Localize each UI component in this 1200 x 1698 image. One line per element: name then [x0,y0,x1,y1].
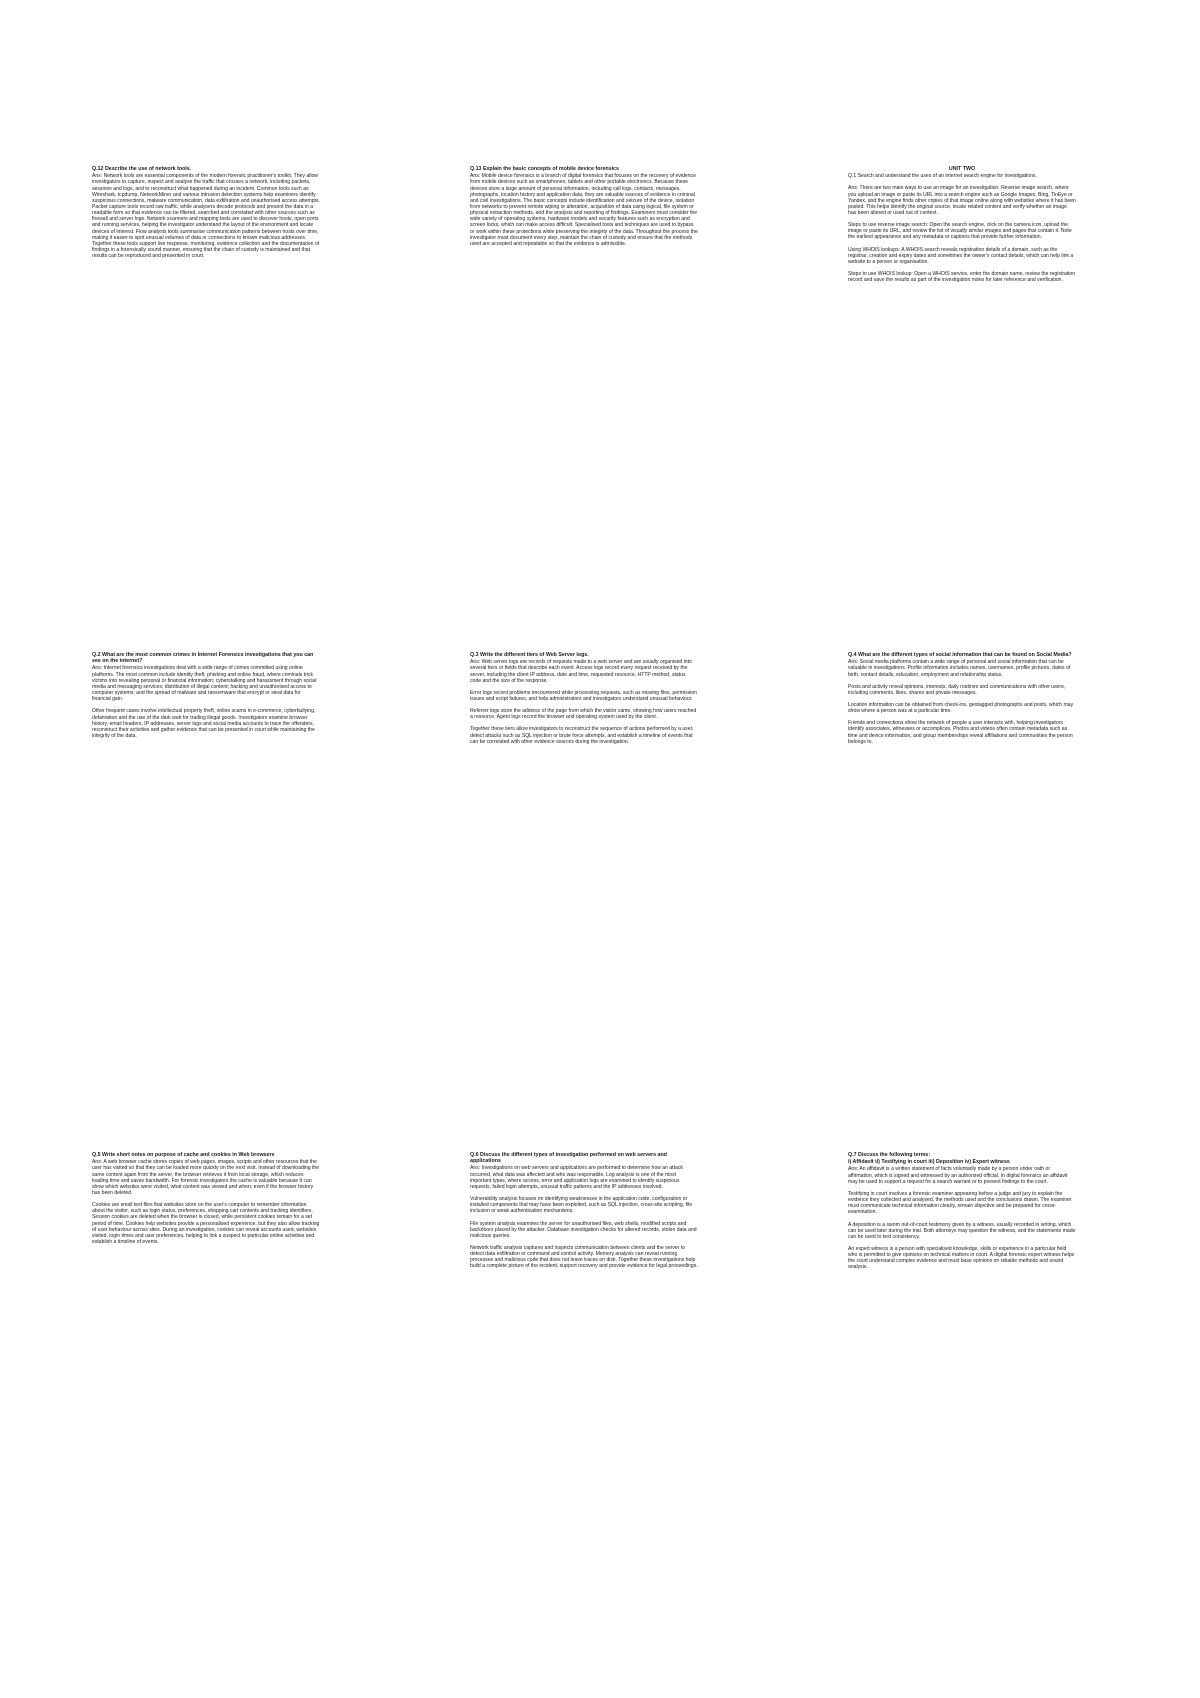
answer-block-q2 [92,652,320,982]
question-heading: Q.12 Describe the use of network tools. [92,166,192,172]
answer-paragraph: Posts and activity reveal opinions, interests, daily routines and communications with other users, including comments, likes, shares and private messages. [848,683,1066,696]
answer-block-q5 [92,1152,320,1592]
answer-paragraph: A deposition is a sworn out-of-court testimony given by a witness, usually recorded in writing, which can be used later during the trial. Both attorneys may question the witness, and the statements made can be used to test consistency. [848,1221,1076,1240]
answer-paragraph: Ans: An affidavit is a written statement of facts voluntarily made by a person under oath or affirmation, which is signed and witnessed by an authorised official. In digital forensics an affidavit may be used to support a request for a search warrant or to present findings to the court. [848,1166,1068,1185]
question-heading: Q.2 What are the most common crimes in Internet Forensics investigations that you can see on the internet? [92,652,314,665]
answer-paragraph: Using WHOIS lookups: A WHOIS search reveals registration details of a domain, such as the registrar, creation and expiry dates and sometimes the owner's contact details, which can help link a website to a person or organisation. [848,246,1074,265]
answer-paragraph: Referrer logs store the address of the page from which the visitor came, showing how users reached a resource. Agent logs record the browser and operating system used by the client. [470,708,697,721]
answer-paragraph: Ans: Web server logs are records of requests made to a web server and are usually organised into several tiers or fields that describe each event. Access logs record every request received by the server, including the client IP address, date and time, requested resource, HTTP method, status code and the size of the response. [470,659,692,684]
answer-paragraph: Steps to use WHOIS lookup: Open a WHOIS service, enter the domain name, review the registration record and save the results as part of the investigation notes for later reference and verification. [848,271,1076,284]
question-subheading: i) Affidavit ii) Testifying in court iii) Deposition iv) Expert witness [848,1159,1010,1166]
question-heading: Q.6 Discuss the different types of investigation performed on web servers and applications [470,1152,667,1165]
answer-paragraph: Testifying in court involves a forensic examiner appearing before a judge and jury to explain the evidence they collected and analysed, the methods used and the conclusions drawn. The examiner must communicate technical information clearly, remain objective and be prepared for cross-examination. [848,1190,1072,1216]
answer-block-q13 [470,166,698,566]
question-heading: Q.5 Write short notes on purpose of cache and cookies in Web browsers [92,1152,275,1158]
answer-paragraph: Error logs record problems encountered while processing requests, such as missing files, permission issues and script failures, and help administrators and investigators understand unusual behaviour. [470,689,698,702]
question-heading: Q.7 Discuss the following terms: [848,1152,931,1158]
answer-paragraph: Steps to use reverse image search: Open the search engine, click on the camera icon, upload the image or paste its URL, and review the list of visually similar images and pages that contain it. Note the earliest appearance and any metadata or captions that provide further information. [848,222,1072,241]
answer-paragraph: Vulnerability analysis focuses on identifying weaknesses in the application code, configuration or installed components that may have been exploited, such as SQL injection, cross-site scripting, file inclusion or weak authentication mechanisms. [470,1196,693,1215]
answer-paragraph: Ans: Mobile device forensics is a branch of digital forensics that focuses on the recovery of evidence from mobile devices such as smartphones, tablets and other portable electronics. Because these devices store a large amount of personal information, including call logs, contacts, messages, photographs, location history and application data, they are valuable sources of evidence in criminal and civil investigations. The basic concepts include identification and seizure of the device, isolation from networks to prevent remote wiping or alteration, acquisition of data using logical, file system or physical extraction methods, and the analysis and reporting of findings. Examiners must consider the wide variety of operating systems, hardware models and security features such as encryption and screen locks, which can make access difficult. Specialised tools and techniques are used to bypass or work within these protections while preserving the integrity of the data. Throughout the process the investigator must document every step, maintain the chain of custody and ensure that the methods used are accepted and repeatable so that the evidence is admissible. [470,173,698,247]
answer-paragraph: An expert witness is a person with specialised knowledge, skills or experience in a particular field who is permitted to give opinions on technical matters in court. A digital forensic expert witness helps the court understand complex evidence and must base opinions on reliable methods and sound analysis. [848,1245,1075,1271]
answer-paragraph: Cookies are small text files that websites store on the user's computer to remember information about the visitor, such as login status, preferences, shopping cart contents and tracking identifiers. Session cookies are deleted when the browser is closed, while persistent cookies remain for a set period of time. Cookies help websites provide a personalised experience, but they also allow tracking of user behaviour across sites. During an investigation, cookies can reveal accounts used, websites visited, login times and user preferences, helping to link a suspect to particular online activities and establish a timeline of events. [92,1202,320,1246]
question-heading: Q.4 What are the different types of social information that can be found on Social Media? [848,652,1072,658]
answer-block-q6 [470,1152,698,1592]
answer-block-q7 [848,1152,1076,1592]
answer-paragraph: Ans: Internet forensics investigations deal with a wide range of crimes committed using online platforms. The most common include identity theft, phishing and online fraud, where criminals trick victims into revealing personal or financial information; cyberstalking and harassment through social media and messaging services; distribution of illegal content; hacking and unauthorised access to computer systems; and the spread of malware and ransomware that encrypt or steal data for financial gain. [92,665,317,703]
answer-paragraph: Ans: Social media platforms contain a wide range of personal and social information that can be valuable in investigations. Profile information includes names, usernames, profile pictures, dates of birth, contact details, education, employment and relationship status. [848,659,1071,678]
answer-paragraph: Network traffic analysis captures and inspects communication between clients and the server to detect data exfiltration or command and control activity. Memory analysis can reveal running processes and malicious code that does not leave traces on disk. Together these investigations help build a complete picture of the incident, support recovery and provide evidence for legal proceedings. [470,1244,698,1270]
answer-paragraph: Location information can be obtained from check-ins, geotagged photographs and posts, which may show where a person was at a particular time. [848,701,1074,715]
answer-paragraph: Ans: There are two main ways to use an image for an investigation. Reverse image search, where you upload an image or paste its URL into a search engine such as Google Images, Bing, TinEye or Yandex, and the engine finds other copies of that image online along with websites where it has been posted. This helps identify the original source, locate related content and verify whether an image has been altered or used out of context. [848,185,1076,216]
answer-block-q3 [470,652,698,982]
answer-paragraph: Q.1 Search and understand the uses of an internet search engine for investigations. [848,173,1037,180]
answer-paragraph: Ans: A web browser cache stores copies of web pages, images, scripts and other resources that the user has visited so that they can be loaded more quickly on the next visit. Instead of downloading the same content again from the server, the browser retrieves it from local storage, which reduces loading time and saves bandwidth. For forensic investigators the cache is valuable because it can show which websites were visited, what content was viewed and when, even if the browser history has been deleted. [92,1159,320,1196]
question-heading: Q.13 Explain the basic concepts of mobile device forensics [470,166,619,172]
answer-paragraph: Friends and connections show the network of people a user interacts with, helping investigators identify associates, witnesses or accomplices. Photos and videos often contain metadata such as time and device information, and group memberships reveal affiliations and communities the person belongs to. [848,720,1073,745]
answer-paragraph: Ans: Network tools are essential components of the modern forensic practitioner's toolkit. They allow investigators to capture, inspect and analyse the traffic that crosses a network, including packets, sessions and logs, and to reconstruct what happened during an incident. Common tools such as Wireshark, tcpdump, NetworkMiner and various intrusion detection systems help examiners identify suspicious connections, malware communication, data exfiltration and unauthorised access attempts. Packet capture tools record raw traffic, while analysers decode protocols and present the data in a readable form so that evidence can be filtered, searched and correlated with other sources such as firewall and server logs. Network scanners and mapping tools are used to discover hosts, open ports and running services, helping the investigator understand the layout of the environment and locate devices of interest. Flow analysis tools summarise communication patterns between hosts over time, making it easier to spot unusual volumes of data or connections to known malicious addresses. Together these tools support live response, monitoring, evidence collection and the documentation of findings in a forensically sound manner, ensuring that the chain of custody is maintained and that results can be reproduced and presented in court. [92,173,320,260]
question-heading: Q.3 Write the different tiers of Web Server logs. [470,652,589,658]
answer-block-q12 [92,166,320,566]
answer-paragraph: Ans: Investigations on web servers and applications are performed to determine how an attack occurred, what data was affected and who was responsible. Log analysis is one of the most important types, where access, error and application logs are examined to identify suspicious requests, failed login attempts, unusual traffic patterns and the IP addresses involved. [470,1165,683,1190]
answer-paragraph: Together these tiers allow investigators to reconstruct the sequence of actions performed by a user, detect attacks such as SQL injection or brute force attempts, and establish a timeline of events that can be correlated with other evidence sources during the investigation. [470,726,694,745]
unit-heading: UNIT TWO [948,166,976,172]
answer-paragraph: File system analysis examines the server for unauthorised files, web shells, modified scripts and backdoors placed by the attacker. Database investigation checks for altered records, stolen data and malicious queries. [470,1220,697,1239]
answer-block-q4 [848,652,1076,982]
answer-block-unit-two-q1 [848,166,1076,566]
answer-paragraph: Other frequent cases involve intellectual property theft, online scams in e-commerce, cyberbullying, defamation and the use of the dark web for trading illegal goods. Investigators examine browser history, email headers, IP addresses, server logs and social media accounts to trace the offenders, reconstruct their activities and gather evidence that can be presented in court while maintaining the integrity of the data. [92,708,316,739]
